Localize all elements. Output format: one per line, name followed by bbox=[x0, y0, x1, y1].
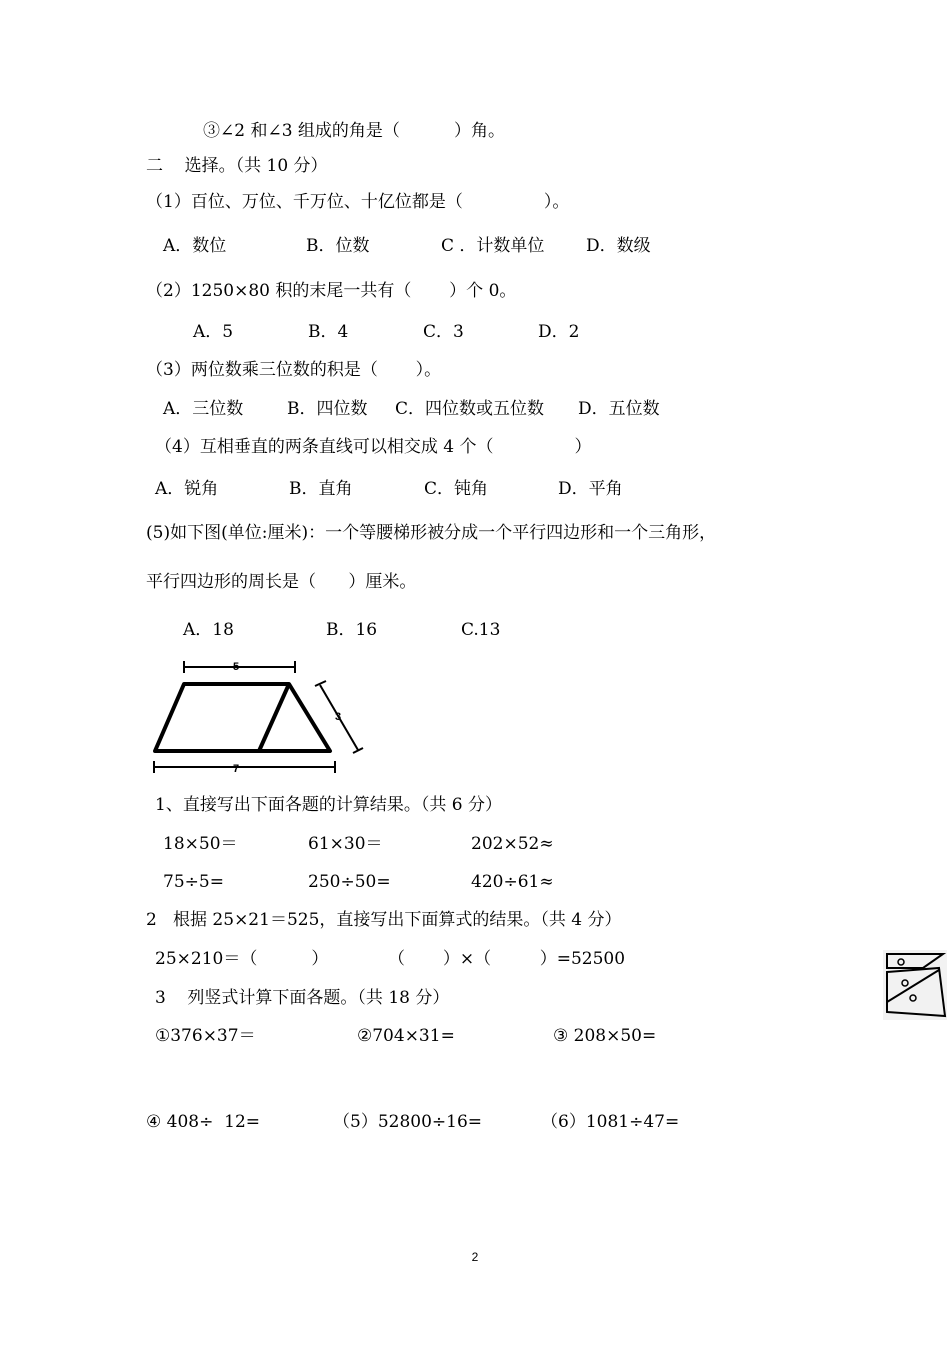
vertical-calc-4: ④ 408÷ 12= bbox=[146, 1112, 261, 1132]
q5-option-a: A．18 bbox=[183, 620, 234, 640]
calc-2: 61×30＝ bbox=[308, 834, 383, 854]
part3-heading: 3 列竖式计算下面各题。（共 18 分） bbox=[155, 988, 450, 1008]
bottom-dimension bbox=[154, 761, 335, 773]
bottom-label: 7 bbox=[233, 763, 240, 775]
q1-option-d: D．数级 bbox=[586, 236, 651, 256]
q5-option-c: C.13 bbox=[461, 620, 501, 640]
section2-heading: 二 选择。（共 10 分） bbox=[146, 156, 328, 176]
q2-option-b: B．4 bbox=[308, 322, 349, 342]
angle-figure-image bbox=[883, 950, 947, 1020]
calc-3: 202×52≈ bbox=[471, 834, 554, 854]
continuation-line: ③∠2 和∠3 组成的角是（ ）角。 bbox=[203, 121, 505, 141]
q2-option-a: A．5 bbox=[193, 322, 234, 342]
page-number: 2 bbox=[471, 1250, 479, 1264]
q2-stem: （2）1250×80 积的末尾一共有（ ）个 0。 bbox=[146, 281, 517, 301]
q3-option-c: C．四位数或五位数 bbox=[395, 399, 545, 419]
part2-heading: 2 根据 25×21＝525，直接写出下面算式的结果。（共 4 分） bbox=[146, 910, 622, 930]
q4-option-b: B．直角 bbox=[289, 479, 353, 499]
q5-stem-line1: (5)如下图(单位:厘米)：一个等腰梯形被分成一个平行四边形和一个三角形， bbox=[146, 523, 717, 543]
divider-line bbox=[259, 684, 289, 751]
q3-option-b: B．四位数 bbox=[287, 399, 368, 419]
calc-5: 250÷50= bbox=[308, 872, 391, 892]
q3-option-d: D．五位数 bbox=[578, 399, 660, 419]
calc-4: 75÷5= bbox=[163, 872, 224, 892]
top-label: 5 bbox=[233, 661, 240, 673]
part2-item-2: （ ）×（ ）=52500 bbox=[388, 949, 626, 969]
q1-option-a: A．数位 bbox=[163, 236, 227, 256]
q2-option-d: D．2 bbox=[538, 322, 580, 342]
trapezoid-figure bbox=[145, 655, 375, 775]
part1-heading: 1、直接写出下面各题的计算结果。（共 6 分） bbox=[155, 795, 502, 815]
vertical-calc-5: （5）52800÷16= bbox=[333, 1112, 483, 1132]
q5-option-b: B．16 bbox=[326, 620, 378, 640]
q4-stem: （4）互相垂直的两条直线可以相交成 4 个（ ） bbox=[155, 437, 592, 457]
calc-1: 18×50＝ bbox=[163, 834, 238, 854]
vertical-calc-3: ③ 208×50= bbox=[553, 1026, 657, 1046]
part2-item-1: 25×210＝（ ） bbox=[155, 949, 329, 969]
vertical-calc-6: （6）1081÷47= bbox=[541, 1112, 680, 1132]
q4-option-a: A．锐角 bbox=[155, 479, 219, 499]
q1-stem: （1）百位、万位、千万位、十亿位都是（ ）。 bbox=[146, 192, 570, 212]
q1-option-c: C ．计数单位 bbox=[441, 236, 545, 256]
q3-stem: （3）两位数乘三位数的积是（ ）。 bbox=[146, 360, 442, 380]
q5-stem-line2: 平行四边形的周长是（ ）厘米。 bbox=[146, 572, 417, 592]
q3-option-a: A．三位数 bbox=[163, 399, 244, 419]
side-label: 3 bbox=[335, 711, 342, 723]
q4-option-d: D．平角 bbox=[558, 479, 623, 499]
calc-6: 420÷61≈ bbox=[471, 872, 554, 892]
q2-option-c: C．3 bbox=[423, 322, 464, 342]
vertical-calc-1: ①376×37＝ bbox=[155, 1026, 256, 1046]
trapezoid-outline bbox=[155, 684, 330, 751]
vertical-calc-2: ②704×31= bbox=[357, 1026, 455, 1046]
top-dimension bbox=[184, 661, 295, 673]
q1-option-b: B．位数 bbox=[306, 236, 370, 256]
q4-option-c: C．钝角 bbox=[424, 479, 489, 499]
